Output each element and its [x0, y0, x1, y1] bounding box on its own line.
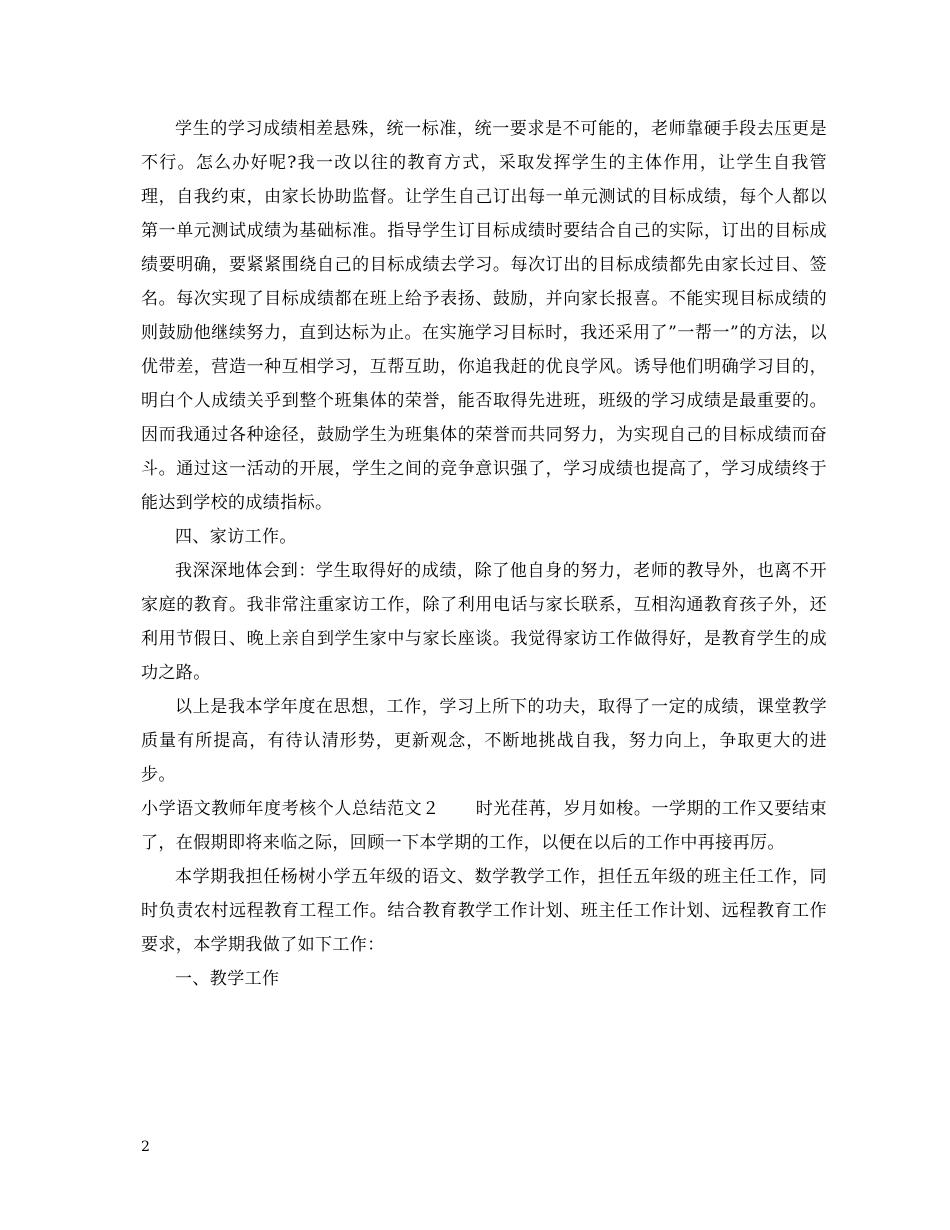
section-heading-home-visits: 四、家访工作。: [175, 527, 297, 547]
paragraph-duties: 本学期我担任杨树小学五年级的语文、数学教学工作，担任五年级的班主任工作，同时负责农村远程教育工程工作。结合教育教学工作计划、班主任工作计划、远程教育工作要求，本学期我做了如下工作：: [141, 867, 827, 955]
article-2-intro: 时光荏苒，岁月如梭。一学期的工作又要结束了，在假期即将来临之际，回顾一下本学期的工作，以便在以后的工作中再接再厉。: [141, 799, 827, 853]
article-2-title: 小学语文教师年度考核个人总结范文２: [141, 799, 440, 819]
section-heading-teaching: 一、教学工作: [175, 969, 280, 989]
document-body: [141, 112, 827, 996]
paragraph-goal-scores: 学生的学习成绩相差悬殊，统一标准，统一要求是不可能的，老师靠硬手段去压更是不行。怎么办好呢?我一改以往的教育方式，采取发挥学生的主体作用，让学生自我管理，自我约束，由家长协助监督。让学生自己订出每一单元测试的目标成绩，每个人都以第一单元测试成绩为基础标准。指导学生订目标成绩时要结合自己的实际，订出的目标成绩要明确，要紧紧围绕自己的目标成绩去学习。每次订出的目标成绩都先由家长过目、签名。每次实现了目标成绩都在班上给予表扬、鼓励，并向家长报喜。不能实现目标成绩的则鼓励他继续努力，直到达标为止。在实施学习目标时，我还采用了”一帮一”的方法，以优带差，营造一种互相学习，互帮互助，你追我赶的优良学风。诱导他们明确学习目的，明白个人成绩关乎到整个班集体的荣誉，能否取得先进班，班级的学习成绩是最重要的。因而我通过各种途径，鼓励学生为班集体的荣誉而共同努力，为实现自己的目标成绩而奋斗。通过这一活动的开展，学生之间的竞争意识强了，学习成绩也提高了，学习成绩终于能达到学校的成绩指标。: [141, 119, 827, 513]
page-number: 2: [141, 1139, 150, 1155]
paragraph-conclusion: 以上是我本学年度在思想，工作，学习上所下的功夫，取得了一定的成绩，课堂教学质量有所提高，有待认清形势，更新观念，不断地挑战自我，努力向上，争取更大的进步。: [141, 697, 827, 785]
article-2-lead: [141, 792, 827, 860]
paragraph-home-visits: 我深深地体会到：学生取得好的成绩，除了他自身的努力，老师的教导外，也离不开家庭的教育。我非常注重家访工作，除了利用电话与家长联系，互相沟通教育孩子外，还利用节假日、晚上亲自到学生家中与家长座谈。我觉得家访工作做得好，是教育学生的成功之路。: [141, 561, 827, 683]
